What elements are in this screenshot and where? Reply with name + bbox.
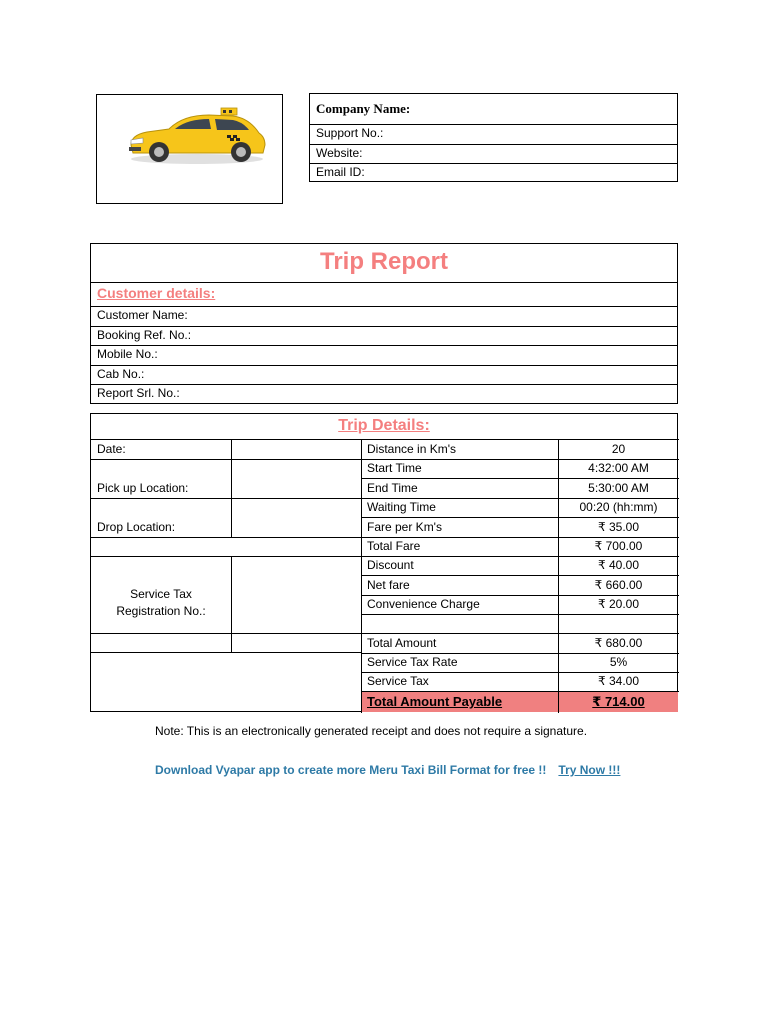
total-payable-value: ₹ 714.00 [592, 694, 645, 709]
row-value: 5:30:00 AM [588, 481, 649, 495]
booking-ref-label: Booking Ref. No.: [97, 328, 192, 342]
drop-location-label: Drop Location: [97, 520, 176, 534]
cab-number-label: Cab No.: [97, 367, 145, 381]
trip-details-table [90, 413, 678, 712]
row-label: Distance in Km's [367, 442, 456, 456]
row-label: Start Time [367, 461, 422, 475]
row-value: ₹ 700.00 [594, 539, 643, 553]
company-name-label: Company Name: [316, 101, 411, 116]
row-label: Waiting Time [367, 500, 436, 514]
taxi-car-icon [125, 107, 267, 167]
mobile-number-label: Mobile No.: [97, 347, 158, 361]
website-label: Website: [316, 146, 363, 160]
service-tax-label-line1: Service Tax [130, 587, 192, 601]
row-value: ₹ 34.00 [598, 674, 639, 688]
row-label: Net fare [367, 578, 410, 592]
company-details-table [309, 93, 678, 182]
receipt-note: Note: This is an electronically generated receipt and does not require a signature. [155, 724, 588, 738]
row-value: ₹ 35.00 [598, 520, 639, 534]
customer-name-label: Customer Name: [97, 308, 188, 322]
try-now-link[interactable]: Try Now !!! [558, 763, 621, 777]
service-tax-label-line2: Registration No.: [116, 604, 206, 618]
pickup-location-label: Pick up Location: [97, 481, 189, 495]
row-label: Fare per Km's [367, 520, 442, 534]
row-value: ₹ 660.00 [594, 578, 643, 592]
date-label: Date: [97, 442, 126, 456]
row-value: ₹ 40.00 [598, 558, 639, 572]
row-label: End Time [367, 481, 418, 495]
row-label: Service Tax Rate [367, 655, 458, 669]
email-row [310, 163, 677, 181]
row-label: Convenience Charge [367, 597, 480, 611]
download-promo [155, 763, 620, 777]
report-title: Trip Report [319, 248, 448, 275]
website-row [310, 144, 677, 162]
row-label: Service Tax [367, 674, 429, 688]
row-label: Discount [367, 558, 414, 572]
customer-details-heading: Customer details: [97, 285, 216, 301]
support-number-label: Support No.: [316, 126, 384, 140]
trip-details-heading: Trip Details: [338, 417, 430, 434]
company-logo-box [96, 94, 283, 204]
trip-report-section [90, 243, 678, 404]
download-promo-text: Download Vyapar app to create more Meru Taxi Bill Format for free !! [155, 763, 547, 777]
row-label: Total Amount [367, 636, 437, 650]
row-value: ₹ 20.00 [598, 597, 639, 611]
email-label: Email ID: [316, 165, 365, 179]
row-value: 4:32:00 AM [588, 461, 649, 475]
row-label: Total Fare [367, 539, 421, 553]
row-value: 20 [611, 442, 626, 456]
support-number-row [310, 124, 677, 142]
row-value: 00:20 (hh:mm) [579, 500, 658, 514]
row-value: ₹ 680.00 [594, 636, 643, 650]
row-value: 5% [609, 655, 628, 669]
total-payable-label: Total Amount Payable [367, 694, 503, 709]
report-serial-label: Report Srl. No.: [97, 386, 180, 400]
